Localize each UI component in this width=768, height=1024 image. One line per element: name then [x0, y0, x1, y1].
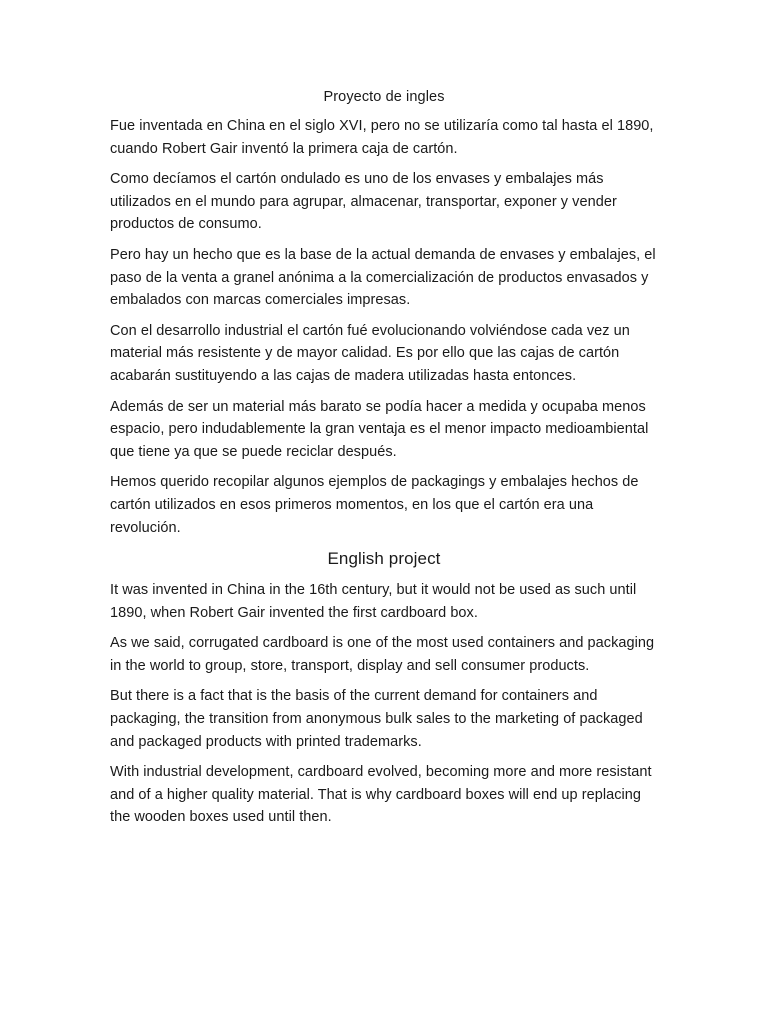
english-paragraph-2: As we said, corrugated cardboard is one of the most used containers and packaging in the world to group, store, transport, display and sell consumer products. — [110, 635, 655, 674]
spanish-paragraph-2: Como decíamos el cartón ondulado es uno de los envases y embalajes más utilizados en el mundo para agrupar, almacenar, transportar, exponer y vender productos de consumo. — [110, 171, 617, 233]
english-paragraph-4: With industrial development, cardboard evolved, becoming more and more resistant and of a higher quality material. That is why cardboard boxes will end up replacing the wooden boxes used until then. — [110, 764, 652, 826]
spanish-paragraph-1: Fue inventada en China en el siglo XVI, pero no se utilizaría como tal hasta el 1890, cuando Robert Gair inventó la primera caja de cartón. — [110, 118, 654, 157]
spanish-paragraph-3: Pero hay un hecho que es la base de la actual demanda de envases y embalajes, el paso de la venta a granel anónima a la comercialización de productos envasados y embalados con marcas comerciales impresas. — [110, 246, 656, 309]
english-title: English project — [327, 549, 441, 569]
spanish-title: Proyecto de ingles — [323, 89, 445, 105]
spanish-paragraph-4: Con el desarrollo industrial el cartón fué evolucionando volviéndose cada vez un material más resistente y de mayor calidad. Es por ello que las cajas de cartón acabarán sustituyendo a las cajas de madera utilizadas hasta entonces. — [110, 322, 630, 384]
english-paragraph-3: But there is a fact that is the basis of the current demand for containers and packaging, the transition from anonymous bulk sales to the marketing of packaged and packaged products with printed trademarks. — [110, 688, 643, 750]
spanish-paragraph-6: Hemos querido recopilar algunos ejemplos de packagings y embalajes hechos de cartón utilizados en esos primeros momentos, en los que el cartón era una revolución. — [110, 474, 639, 536]
document-body — [110, 86, 658, 837]
spanish-paragraph-5: Además de ser un material más barato se podía hacer a medida y ocupaba menos espacio, pero indudablemente la gran ventaja es el menor impacto medioambiental que tiene ya que se puede reciclar después. — [110, 398, 649, 460]
english-paragraph-1: It was invented in China in the 16th century, but it would not be used as such until 1890, when Robert Gair invented the first cardboard box. — [110, 582, 637, 621]
